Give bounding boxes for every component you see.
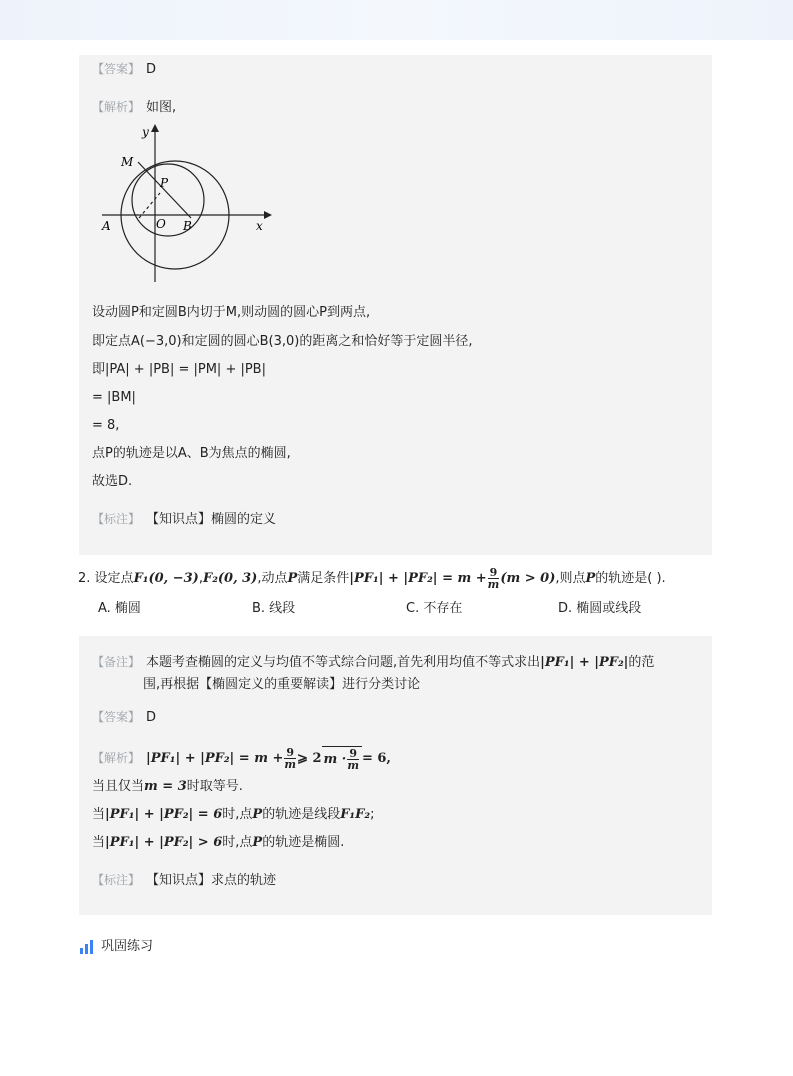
q2-f1: F₁(0, −3) [133, 571, 199, 586]
label-p: P [160, 176, 169, 190]
q2-analysis-ge: ⩾ 2 [297, 751, 322, 766]
sqrt-inner: m · [323, 752, 347, 767]
label-y: y [142, 125, 149, 139]
q2-stem-c: 满足条件 [297, 571, 350, 586]
q1-line-6: 点P的轨迹是以A、B为焦点的椭圆, [92, 446, 291, 461]
q2-stem-b: ,动点 [257, 571, 288, 586]
bar-1 [80, 948, 83, 954]
frac-denominator-3: m [347, 759, 359, 772]
label-b: B [183, 219, 192, 233]
q2-line3-b: 时,点 [222, 807, 253, 822]
q2-sep: , [198, 571, 203, 586]
segment-mb [138, 162, 191, 218]
q1-answer-row [92, 60, 156, 79]
q2-line3-seg: F₁F₂ [340, 807, 371, 822]
q2-analysis-frac [284, 747, 296, 770]
q2-line4-a: 当 [92, 835, 106, 850]
q2-point-p: P [287, 571, 298, 586]
q2-option-a[interactable]: A. 椭圆 [98, 601, 141, 616]
q2-stem [78, 567, 666, 590]
frac-numerator-2: 9 [286, 746, 295, 759]
bar-chart-icon [80, 940, 93, 954]
q1-line-7: 故选D. [92, 474, 133, 489]
q2-line4-expr: |PF₁| + |PF₂| > 6 [105, 835, 223, 850]
q2-note-b: 的范 [628, 655, 655, 670]
frac-denominator-2: m [284, 758, 297, 771]
answer-tag: 【答案】 [92, 62, 141, 76]
q2-line-3 [92, 806, 374, 824]
bar-3 [90, 940, 93, 954]
sqrt-frac [347, 748, 359, 771]
q2-line3-a: 当 [92, 807, 106, 822]
q2-fraction [488, 567, 500, 590]
q2-line2-a: 当且仅当 [92, 779, 145, 794]
practice-section-heading [80, 935, 153, 954]
q2-sqrt [322, 746, 362, 771]
q2-number: 2. [78, 571, 91, 586]
q2-line4-c: 的轨迹是椭圆. [262, 835, 345, 850]
frac-numerator-3: 9 [349, 747, 357, 760]
q2-condition: |PF₁| + |PF₂| = m + [349, 571, 487, 586]
q2-analysis-expr: |PF₁| + |PF₂| = m + [146, 751, 284, 766]
q2-answer-row [92, 708, 156, 727]
q2-stem-a: 设定点 [94, 571, 134, 586]
q2-analysis-row [92, 746, 391, 771]
q2-line3-c: 的轨迹是线段 [262, 807, 341, 822]
x-axis-arrow [264, 211, 272, 219]
segment-ap-dashed [139, 193, 160, 218]
q2-analysis-eq: = 6, [361, 751, 391, 766]
q2-point-p2: P [585, 571, 596, 586]
q2-line-4 [92, 834, 344, 852]
label-a: A [102, 219, 111, 233]
answer-tag-2: 【答案】 [92, 710, 141, 724]
q2-option-b[interactable]: B. 线段 [252, 601, 296, 616]
q2-line2-b: 时取等号. [186, 779, 243, 794]
q2-stem-d: ,则点 [555, 571, 586, 586]
top-banner [0, 0, 793, 40]
q2-note-a: 本题考查椭圆的定义与均值不等式综合问题,首先利用均值不等式求出 [146, 655, 541, 670]
bar-2 [85, 944, 88, 954]
q1-figure [96, 120, 276, 285]
label-m: M [121, 155, 134, 169]
q2-line3-d: ; [370, 807, 375, 822]
q2-note-expr: |PF₁| + |PF₂| [540, 655, 629, 670]
analysis-tag: 【解析】 [92, 100, 141, 114]
q1-line-5: = 8, [92, 418, 120, 433]
label-o: O [156, 217, 166, 231]
q1-line-2: 即定点A(−3,0)和定圆的圆心B(3,0)的距离之和恰好等于定圆半径, [92, 334, 473, 349]
q2-mark: 【知识点】求点的轨迹 [146, 873, 277, 888]
q1-line-1: 设动圆P和定圆B内切于M,则动圆的圆心P到两点, [92, 305, 371, 320]
y-axis-arrow [151, 124, 159, 132]
q2-mark-row [92, 871, 276, 890]
q1-analysis-row [92, 98, 176, 117]
q1-analysis-intro: 如图, [146, 100, 177, 115]
analysis-tag-2: 【解析】 [92, 751, 141, 765]
mark-tag: 【标注】 [92, 512, 141, 526]
q1-mark: 【知识点】椭圆的定义 [146, 512, 277, 527]
frac-denominator: m [487, 578, 500, 591]
q2-f2: F₂(0, 3) [202, 571, 258, 586]
q2-line3-expr: |PF₁| + |PF₂| = 6 [105, 807, 223, 822]
q2-line4-b: 时,点 [222, 835, 253, 850]
mark-tag-2: 【标注】 [92, 873, 141, 887]
q1-answer: D [146, 62, 157, 77]
q1-mark-row [92, 510, 276, 529]
q2-condition-tail: (m > 0) [500, 571, 556, 586]
q2-line3-p: P [252, 807, 263, 822]
q2-line4-p: P [252, 835, 263, 850]
q2-option-c[interactable]: C. 不存在 [406, 601, 463, 616]
practice-title: 巩固练习 [101, 939, 154, 954]
q2-note-row [92, 653, 654, 672]
q2-line-2 [92, 778, 243, 796]
q2-note-line2: 围,再根据【椭圆定义的重要解读】进行分类讨论 [143, 677, 421, 692]
moving-circle-p [132, 164, 204, 236]
q1-line-4: = |BM| [92, 390, 136, 405]
q2-line2-expr: m = 3 [144, 779, 187, 794]
note-tag: 【备注】 [92, 655, 141, 669]
q2-stem-e: 的轨迹是( ). [595, 571, 666, 586]
label-x: x [256, 219, 263, 233]
q2-answer: D [146, 710, 157, 725]
frac-numerator: 9 [489, 566, 498, 579]
q2-option-d[interactable]: D. 椭圆或线段 [558, 601, 642, 616]
q1-line-3: 即|PA| + |PB| = |PM| + |PB| [92, 362, 266, 377]
